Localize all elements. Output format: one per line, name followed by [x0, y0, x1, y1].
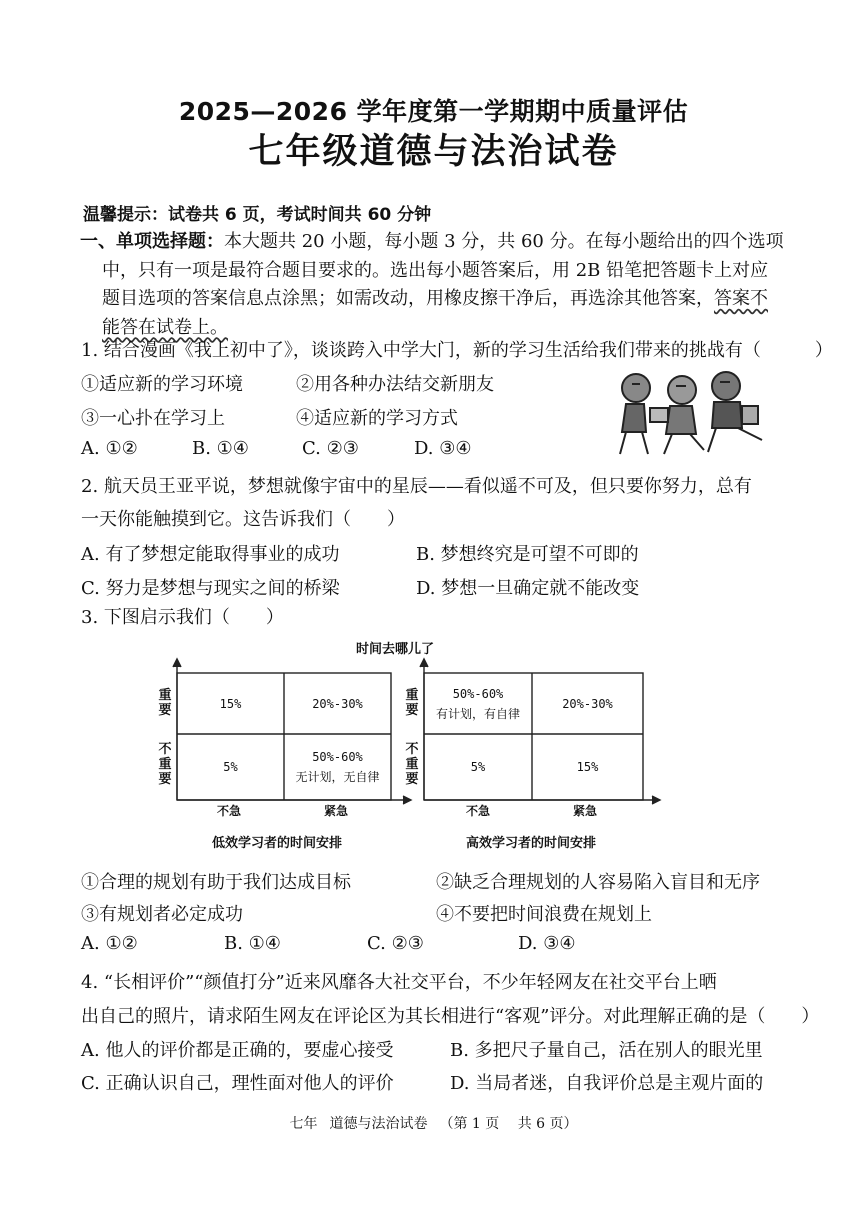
right-cell-tl-note: 有计划，有自律	[435, 706, 520, 721]
right-cell-unimportant-urgent: 15%	[576, 760, 599, 774]
footer-page: （第 1 页 共 6 页）	[439, 1116, 578, 1132]
q1-option-d: D. ③④	[414, 438, 472, 459]
q3-item-2: ②缺乏合理规划的人容易陷入盲目和无序	[436, 872, 760, 893]
left-cell-br-note: 无计划，无自律	[295, 770, 380, 784]
q4-option-d: D. 当局者迷，自我评价总是主观片面的	[450, 1073, 764, 1094]
q3-option-a: A. ①②	[81, 933, 138, 954]
q1-option-c: C. ②③	[302, 438, 359, 459]
q3-item-3: ③有规划者必定成功	[81, 904, 243, 925]
right-ylabel-unimportant: 不重要	[405, 742, 419, 787]
section1-text3-underlined: 答案不	[714, 288, 768, 309]
left-ylabel-important: 重要	[158, 688, 172, 718]
comic-illustration	[612, 366, 772, 458]
q1-item-4: ④适应新的学习方式	[296, 408, 458, 429]
left-matrix-caption: 低效学习者的时间安排	[212, 836, 343, 851]
right-cell-important-notUrgent	[424, 673, 532, 734]
q4-option-c: C. 正确认识自己，理性面对他人的评价	[81, 1073, 394, 1094]
q2-stem-1: 2. 航天员王亚平说，梦想就像宇宙中的星辰——看似遥不可及，但只要你努力，总有	[81, 476, 752, 497]
q2-option-d: D. 梦想一旦确定就不能改变	[416, 578, 640, 599]
q1-item-2: ②用各种办法结交新朋友	[296, 374, 494, 395]
q2-stem-2: 一天你能触摸到它。这告诉我们（ ）	[81, 509, 405, 530]
q3-option-b: B. ①④	[224, 933, 281, 954]
right-cell-unimportant-notUrgent: 5%	[470, 760, 486, 774]
q1-item-3: ③一心扑在学习上	[81, 408, 225, 429]
section1-text3: 题目选项的答案信息点涂黑；如需改动，用橡皮擦干净后，再选涂其他答案，	[102, 288, 714, 309]
left-cell-important-notUrgent: 15%	[219, 696, 242, 711]
q3-stem: 3. 下图启示我们（ ）	[81, 607, 284, 628]
q4-option-a: A. 他人的评价都是正确的，要虚心接受	[81, 1040, 394, 1061]
right-ylabel-important: 重要	[405, 688, 419, 718]
page-footer	[0, 1113, 867, 1133]
q4-stem-1: 4. “长相评价”“颜值打分”近来风靡各大社交平台，不少年轻网友在社交平台上晒	[81, 972, 717, 993]
left-ylabel-unimportant: 不重要	[158, 742, 172, 787]
right-cell-tl-value: 50%-60%	[452, 686, 504, 701]
section1-text2: 中，只有一项是最符合题目要求的。选出每小题答案后，用 2B 铅笔把答题卡上对应	[102, 259, 769, 281]
q1-stem: 1. 结合漫画《我上初中了》，谈谈跨入中学大门，新的学习生活给我们带来的挑战有（ ）	[81, 340, 833, 361]
section1-head: 一、单项选择题：	[80, 231, 224, 252]
q4-option-b: B. 多把尺子量自己，活在别人的眼光里	[450, 1040, 763, 1061]
left-xlabel-notUrgent: 不急	[217, 804, 242, 818]
q3-item-1: ①合理的规划有助于我们达成目标	[81, 872, 351, 893]
figure-title: 时间去哪儿了	[356, 642, 435, 657]
exam-tip: 温馨提示：试卷共 6 页，考试时间共 60 分钟	[83, 205, 432, 225]
exam-title-line1: 2025—2026 学年度第一学期期中质量评估	[178, 97, 689, 126]
right-cell-important-urgent: 20%-30%	[562, 696, 613, 711]
q1-option-a: A. ①②	[81, 438, 138, 459]
exam-title-line2: 七年级道德与法治试卷	[248, 132, 619, 172]
footer-grade: 七年	[289, 1116, 318, 1132]
q2-option-c: C. 努力是梦想与现实之间的桥梁	[81, 578, 340, 599]
q3-option-d: D. ③④	[518, 933, 576, 954]
left-cell-br-value: 50%-60%	[312, 750, 363, 764]
q3-item-4: ④不要把时间浪费在规划上	[436, 904, 652, 925]
q2-option-b: B. 梦想终究是可望不可即的	[416, 544, 639, 565]
q1-option-b: B. ①④	[192, 438, 249, 459]
left-cell-unimportant-notUrgent: 5%	[223, 760, 238, 774]
q4-stem-2: 出自己的照片，请求陌生网友在评论区为其长相进行“客观”评分。对此理解正确的是（ ）	[81, 1006, 820, 1027]
right-xlabel-urgent: 紧急	[573, 804, 598, 818]
right-xlabel-notUrgent: 不急	[466, 804, 491, 818]
section1-text4-underlined: 能答在试卷上。	[102, 316, 228, 338]
left-cell-unimportant-urgent	[284, 734, 391, 800]
section1-text1: 本大题共 20 小题，每小题 3 分，共 60 分。在每小题给出的四个选项	[224, 231, 784, 252]
left-cell-important-urgent: 20%-30%	[312, 696, 363, 711]
footer-subject: 道德与法治试卷	[329, 1116, 428, 1132]
left-xlabel-urgent: 紧急	[324, 804, 349, 818]
section1-instructions	[80, 228, 792, 342]
right-matrix-caption: 高效学习者的时间安排	[466, 836, 597, 851]
q1-item-1: ①适应新的学习环境	[81, 374, 243, 395]
q3-option-c: C. ②③	[367, 933, 424, 954]
q2-option-a: A. 有了梦想定能取得事业的成功	[81, 544, 340, 565]
